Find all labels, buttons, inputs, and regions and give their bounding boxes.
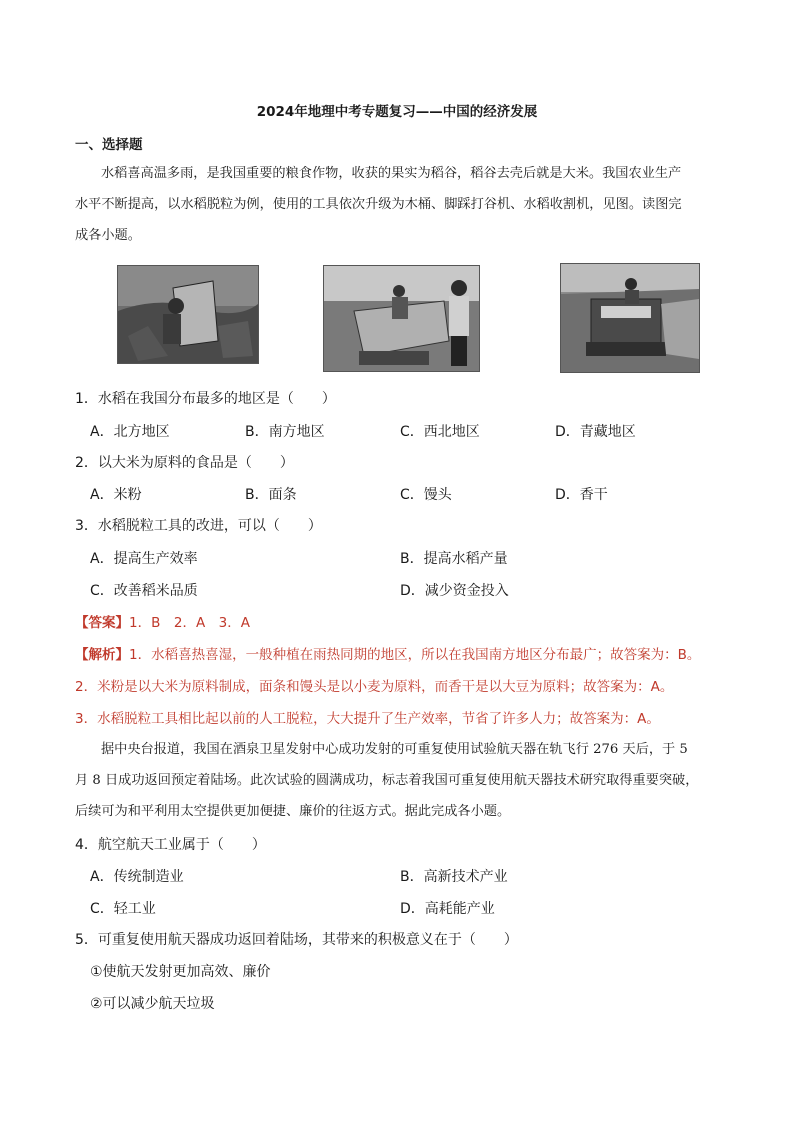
q3-option-c[interactable]: C．改善稻米品质 xyxy=(90,583,198,599)
question-5: 5．可重复使用航天器成功返回着陆场，其带来的积极意义在于（ ） xyxy=(75,932,518,948)
question-2: 2．以大米为原料的食品是（ ） xyxy=(75,455,294,471)
pedal-thresher-photo xyxy=(323,265,480,372)
q2-option-c[interactable]: C．馒头 xyxy=(400,487,452,503)
rice-harvester-photo xyxy=(560,263,700,373)
passage-rice-line-3: 成各小题。 xyxy=(75,228,141,243)
q5-option-2[interactable]: ②可以减少航天垃圾 xyxy=(90,996,215,1012)
question-4: 4．航空航天工业属于（ ） xyxy=(75,837,266,853)
analysis-text-1: 1．水稻喜热喜湿，一般种植在雨热同期的地区，所以在我国南方地区分布最广；故答案为：B。 xyxy=(129,647,701,663)
q1-option-c[interactable]: C．西北地区 xyxy=(400,424,480,440)
q2-option-b[interactable]: B．面条 xyxy=(245,487,297,503)
passage-spacecraft-line-2: 月 8 日成功返回预定着陆场。此次试验的圆满成功，标志着我国可重复使用航天器技术研究取得重要突破， xyxy=(75,773,699,788)
question-1: 1．水稻在我国分布最多的地区是（ ） xyxy=(75,391,336,407)
q4-option-a[interactable]: A．传统制造业 xyxy=(90,869,184,885)
q3-option-b[interactable]: B．提高水稻产量 xyxy=(400,551,508,567)
q4-option-d[interactable]: D．高耗能产业 xyxy=(400,901,495,917)
q1-option-d[interactable]: D．青藏地区 xyxy=(555,424,636,440)
passage-spacecraft-line-3: 后续可为和平利用太空提供更加便捷、廉价的往返方式。据此完成各小题。 xyxy=(75,804,511,819)
q3-option-d[interactable]: D．减少资金投入 xyxy=(400,583,509,599)
analysis-label: 【解析】 xyxy=(75,647,129,663)
passage-rice-line-1: 水稻喜高温多雨，是我国重要的粮食作物，收获的果实为稻谷，稻谷去壳后就是大米。我国农业生产 xyxy=(101,166,682,181)
page-title: 2024年地理中考专题复习——中国的经济发展 xyxy=(256,104,538,120)
q1-option-b[interactable]: B．南方地区 xyxy=(245,424,325,440)
answer-label: 【答案】 xyxy=(75,615,129,631)
passage-spacecraft xyxy=(75,734,713,827)
q5-option-1[interactable]: ①使航天发射更加高效、廉价 xyxy=(90,964,271,980)
passage-rice-line-2: 水平不断提高，以水稻脱粒为例，使用的工具依次升级为木桶、脚踩打谷机、水稻收割机，见图。读图完 xyxy=(75,197,682,212)
answer-text: 1．B 2．A 3．A xyxy=(129,615,250,631)
analysis-line-2: 2．米粉是以大米为原料制成，面条和馒头是以小麦为原料，而香干是以大豆为原料；故答案为：A。 xyxy=(75,679,674,695)
q1-option-a[interactable]: A．北方地区 xyxy=(90,424,170,440)
q3-option-a[interactable]: A．提高生产效率 xyxy=(90,551,198,567)
question-3: 3．水稻脱粒工具的改进，可以（ ） xyxy=(75,518,322,534)
analysis-line-1 xyxy=(75,643,700,663)
wooden-bucket-photo xyxy=(117,265,259,364)
q4-option-b[interactable]: B．高新技术产业 xyxy=(400,869,508,885)
passage-rice xyxy=(75,158,713,251)
passage-spacecraft-line-1: 据中央台报道，我国在酒泉卫星发射中心成功发射的可重复使用试验航天器在轨飞行 276 天后，于 5 xyxy=(101,742,688,757)
q4-option-c[interactable]: C．轻工业 xyxy=(90,901,156,917)
q2-option-d[interactable]: D．香干 xyxy=(555,487,608,503)
q2-option-a[interactable]: A．米粉 xyxy=(90,487,142,503)
section-heading: 一、选择题 xyxy=(75,137,143,153)
analysis-line-3: 3．水稻脱粒工具相比起以前的人工脱粒，大大提升了生产效率，节省了许多人力；故答案为：A。 xyxy=(75,711,660,727)
answer-line xyxy=(75,611,250,631)
